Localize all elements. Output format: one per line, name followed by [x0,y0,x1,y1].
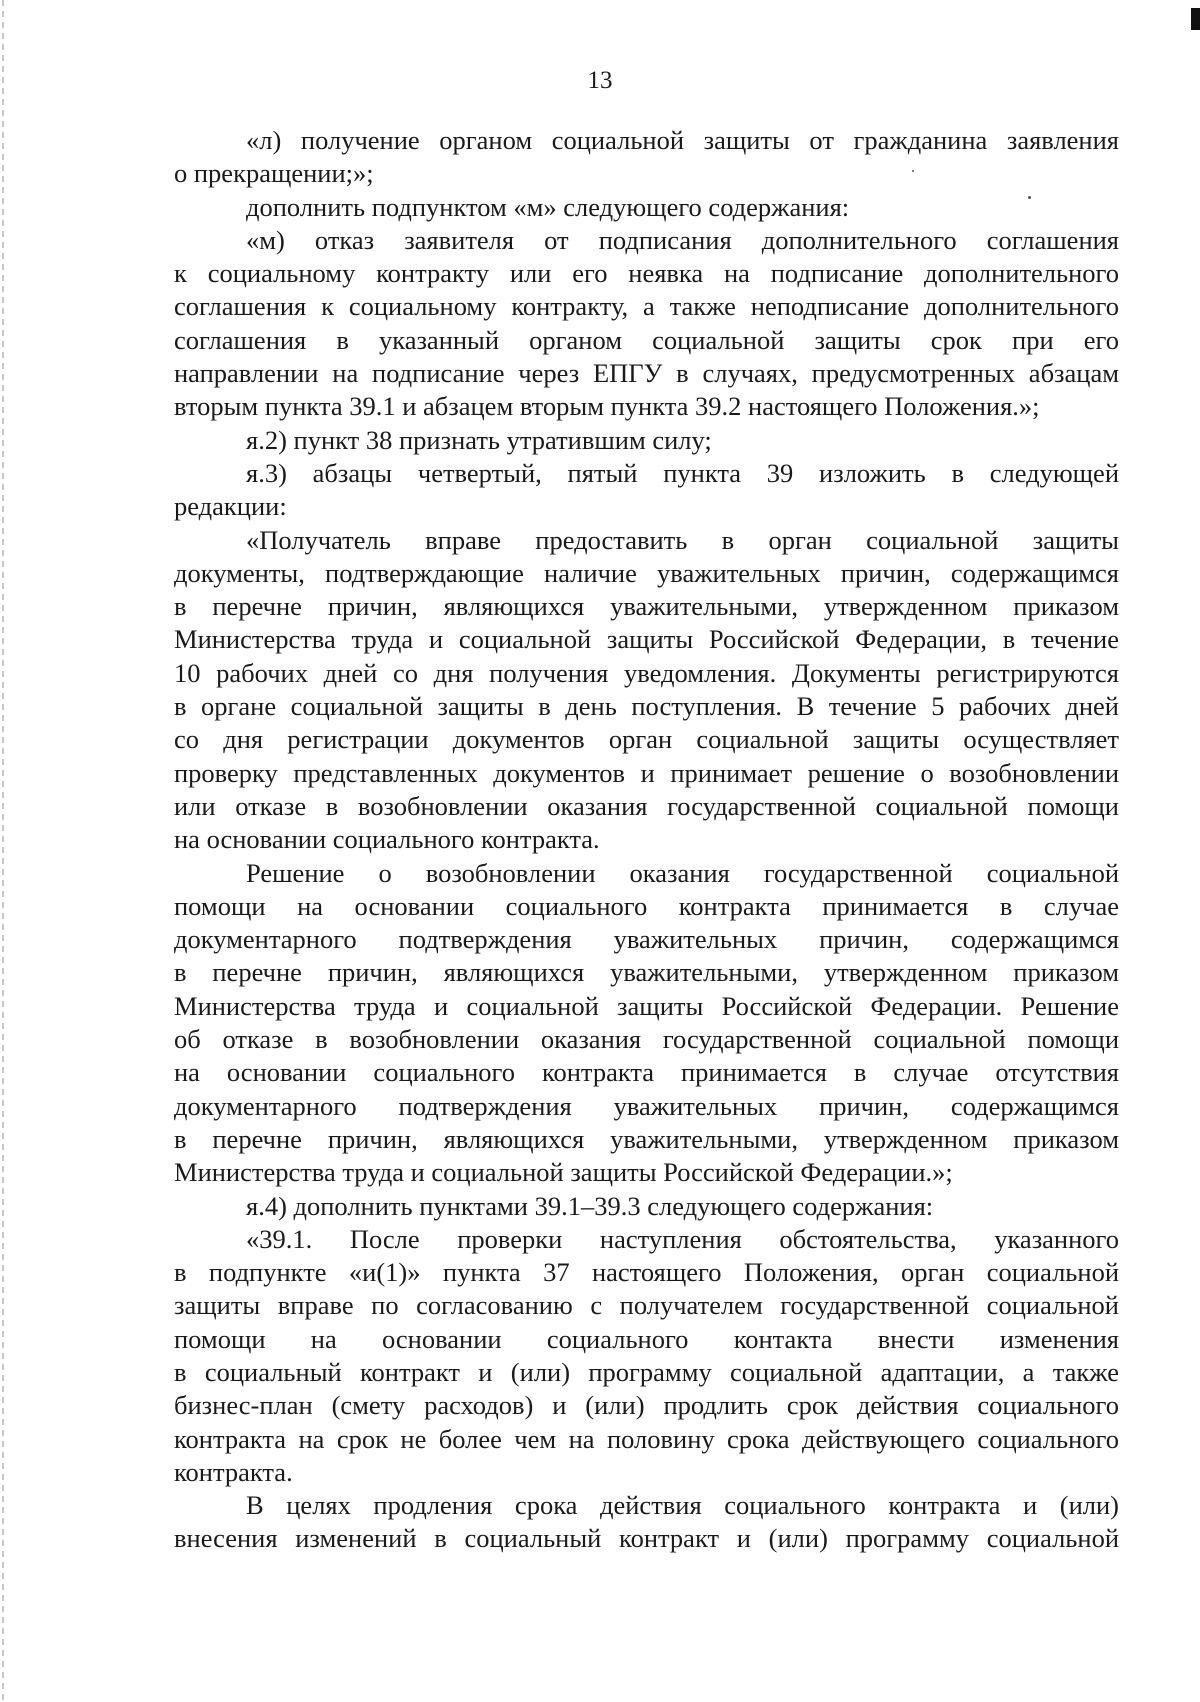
text-line: помощи на основании социального контакта внести изменения [174,1323,1119,1354]
text-line: соглашения к социальному контракту, а также неподписание дополнительного [174,291,1119,322]
text-line: или отказе в возобновлении оказания государственной социальной помощи [174,790,1119,821]
document-body [174,124,1119,1556]
text-line: «л) получение органом социальной защиты от гражданина заявления [246,125,1119,155]
text-line: Решение о возобновлении оказания государственной социальной [246,857,1119,888]
text-line: в перечне причин, являющихся уважительными, утвержденном приказом [174,957,1119,988]
text-line: документарного подтверждения уважительных причин, содержащимся [174,924,1119,955]
text-line: я.4) дополнить пунктами 39.1–39.3 следующего содержания: [246,1190,934,1221]
text-line: на основании социального контракта. [174,824,600,855]
text-line: дополнить подпунктом «м» следующего содержания: [246,191,850,222]
text-line: Министерства труда и социальной защиты Российской Федерации. Решение [174,990,1119,1021]
text-line: в органе социальной защиты в день поступления. В течение 5 рабочих дней [174,691,1119,722]
text-line: документарного подтверждения уважительных причин, содержащимся [174,1090,1119,1121]
text-line: «39.1. После проверки наступления обстоятельства, указанного [246,1223,1119,1254]
text-line: «м) отказ заявителя от подписания дополнительного соглашения [246,224,1119,255]
text-line: бизнес-план (смету расходов) и (или) продлить срок действия социального [174,1390,1119,1421]
text-line: соглашения в указанный органом социальной защиты срок при его [174,324,1119,355]
text-line: документы, подтверждающие наличие уважительных причин, содержащимся [174,557,1119,588]
text-line: я.2) пункт 38 признать утратившим силу; [246,424,712,455]
text-line: об отказе в возобновлении оказания государственной социальной помощи [174,1024,1119,1055]
text-line: на основании социального контракта принимается в случае отсутствия [174,1057,1119,1088]
text-line: я.3) абзацы четвертый, пятый пункта 39 изложить в следующей [246,457,1119,488]
text-line: в перечне причин, являющихся уважительными, утвержденном приказом [174,1123,1119,1154]
text-line: редакции: [174,491,287,522]
text-line: контракта на срок не более чем на половину срока действующего социального [174,1423,1119,1454]
text-line: Министерства труда и социальной защиты Российской Федерации, в течение [174,624,1119,655]
text-line: В целях продления срока действия социального контракта и (или) [246,1490,1119,1521]
text-line: Министерства труда и социальной защиты Российской Федерации.»; [174,1157,953,1188]
text-line: направлении на подписание через ЕПГУ в случаях, предусмотренных абзацам [174,358,1119,389]
text-line: «Получатель вправе предоставить в орган социальной защиты [246,524,1119,555]
text-line: к социальному контракту или его неявка на подписание дополнительного [174,258,1119,289]
text-line: защиты вправе по согласованию с получателем государственной социальной [174,1290,1119,1321]
scan-left-edge [2,0,4,1702]
text-line: в подпункте «и(1)» пункта 37 настоящего Положения, орган социальной [174,1257,1119,1288]
page-number: 13 [587,67,613,94]
text-line: 10 рабочих дней со дня получения уведомления. Документы регистрируются [174,657,1119,688]
text-line: вторым пункта 39.1 и абзацем вторым пункта 39.2 настоящего Положения.»; [174,391,1040,422]
text-line: внесения изменений в социальный контракт и (или) программу социальной [174,1523,1119,1554]
text-line: со дня регистрации документов орган социальной защиты осуществляет [174,724,1119,755]
text-line: контракта. [174,1456,293,1487]
text-line: помощи на основании социального контракта принимается в случае [174,890,1119,921]
text-line: проверку представленных документов и принимает решение о возобновлении [174,757,1119,788]
scan-corner-mark [1191,8,1200,30]
text-line: в перечне причин, являющихся уважительными, утвержденном приказом [174,591,1119,622]
text-line: в социальный контракт и (или) программу социальной адаптации, а также [174,1356,1119,1387]
text-line: о прекращении;»; [174,158,374,189]
